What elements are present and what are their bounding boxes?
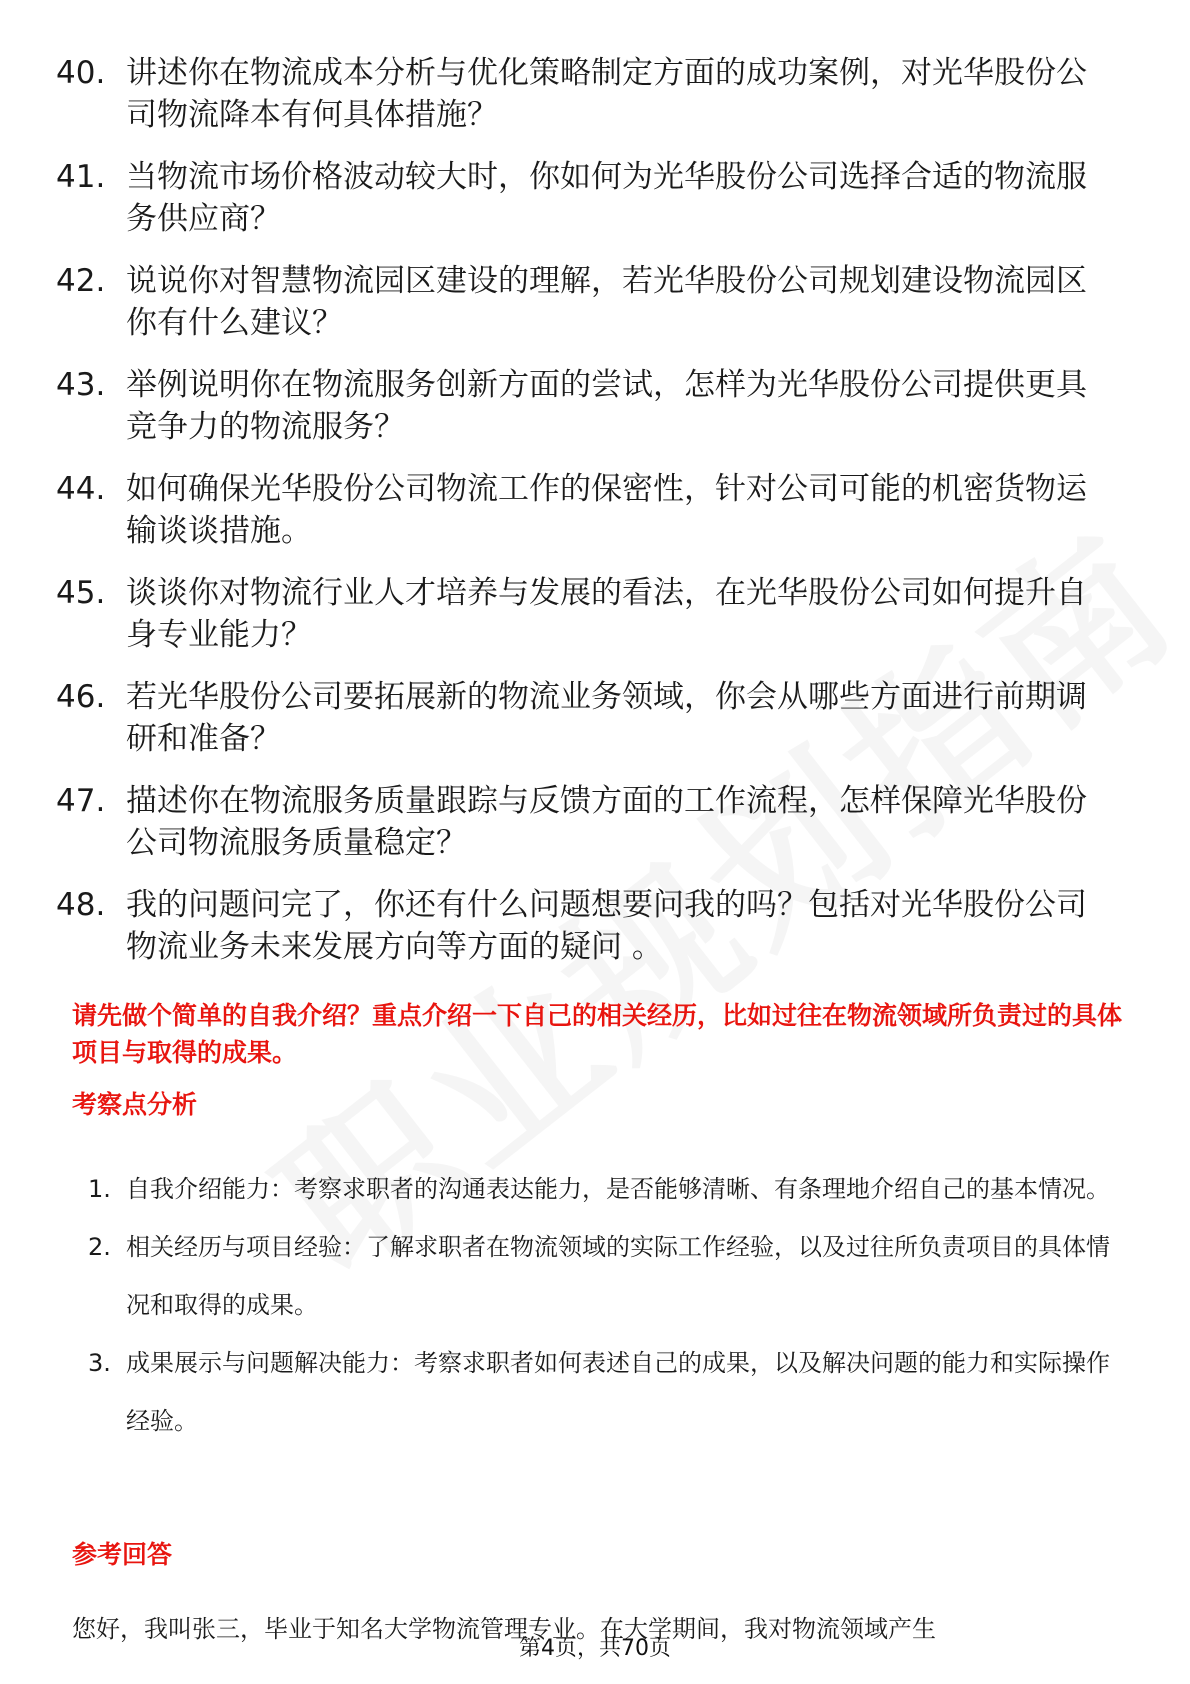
question-text: 若光华股份公司要拓展新的物流业务领域，你会从哪些方面进行前期调研和准备？	[126, 679, 1087, 757]
analysis-points	[88, 1160, 1128, 1450]
question-text: 当物流市场价格波动较大时，你如何为光华股份公司选择合适的物流服务供应商？	[126, 159, 1087, 237]
question-item	[56, 572, 1116, 656]
analysis-heading: 考察点分析	[72, 1090, 198, 1119]
question-item	[56, 780, 1116, 864]
page-footer: 第4页，共70页	[519, 1636, 671, 1661]
question-number: 46.	[56, 679, 106, 715]
analysis-point	[88, 1334, 1128, 1450]
question-number: 42.	[56, 263, 106, 299]
question-text: 说说你对智慧物流园区建设的理解，若光华股份公司规划建设物流园区你有什么建议？	[126, 263, 1087, 341]
question-text: 如何确保光华股份公司物流工作的保密性，针对公司可能的机密货物运输谈谈措施。	[126, 471, 1087, 549]
question-text: 讲述你在物流成本分析与优化策略制定方面的成功案例，对光华股份公司物流降本有何具体措施？	[126, 55, 1087, 133]
question-number: 47.	[56, 783, 106, 819]
analysis-point	[88, 1218, 1128, 1334]
reference-answer: 您好，我叫张三，毕业于知名大学物流管理专业。在大学期间，我对物流领域产生	[72, 1615, 936, 1643]
question-text: 举例说明你在物流服务创新方面的尝试，怎样为光华股份公司提供更具竞争力的物流服务？	[126, 367, 1087, 445]
point-number: 3.	[88, 1349, 111, 1377]
analysis-point	[88, 1160, 1128, 1218]
question-item	[56, 468, 1116, 552]
question-item	[56, 884, 1116, 968]
question-text: 谈谈你对物流行业人才培养与发展的看法，在光华股份公司如何提升自身专业能力？	[126, 575, 1087, 653]
question-text: 我的问题问完了，你还有什么问题想要问我的吗？包括对光华股份公司物流业务未来发展方向等方面的疑问 。	[126, 887, 1087, 965]
point-number: 1.	[88, 1175, 111, 1203]
point-number: 2.	[88, 1233, 111, 1261]
question-item	[56, 52, 1116, 136]
featured-question: 请先做个简单的自我介绍？重点介绍一下自己的相关经历，比如过往在物流领域所负责过的具体项目与取得的成果。	[72, 1001, 1123, 1067]
question-item	[56, 156, 1116, 240]
question-item	[56, 260, 1116, 344]
question-number: 41.	[56, 159, 106, 195]
question-number: 40.	[56, 55, 106, 91]
point-text: 成果展示与问题解决能力：考察求职者如何表述自己的成果，以及解决问题的能力和实际操作经验。	[126, 1349, 1110, 1435]
point-text: 自我介绍能力：考察求职者的沟通表达能力，是否能够清晰、有条理地介绍自己的基本情况。	[126, 1175, 1110, 1203]
question-number: 44.	[56, 471, 106, 507]
question-item	[56, 364, 1116, 448]
question-number: 48.	[56, 887, 106, 923]
reference-heading: 参考回答	[72, 1540, 173, 1569]
question-number: 45.	[56, 575, 106, 611]
question-number: 43.	[56, 367, 106, 403]
question-text: 描述你在物流服务质量跟踪与反馈方面的工作流程，怎样保障光华股份公司物流服务质量稳定？	[126, 783, 1087, 861]
question-list	[56, 52, 1116, 988]
point-text: 相关经历与项目经验：了解求职者在物流领域的实际工作经验，以及过往所负责项目的具体情况和取得的成果。	[126, 1233, 1110, 1319]
question-item	[56, 676, 1116, 760]
